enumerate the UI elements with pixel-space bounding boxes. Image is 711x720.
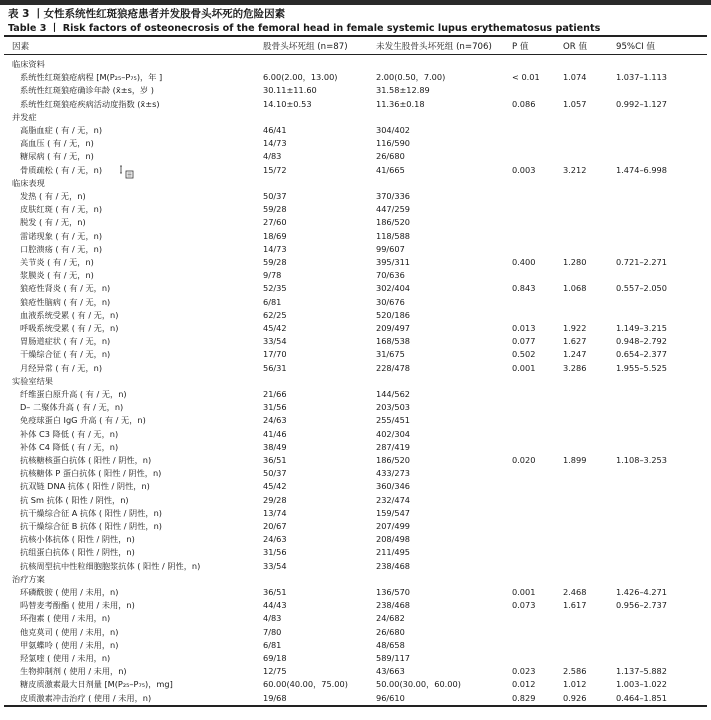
top-bar — [0, 0, 711, 5]
table-row — [0, 230, 711, 243]
table-caption-cn: 表 3 丨女性系统性红斑狼疮患者并发股骨头坏死的危险因素 — [8, 8, 286, 20]
cell-non-onfh: 136/570 — [376, 587, 411, 597]
cell-onfh: 36/51 — [263, 587, 287, 597]
cell-onfh: 7/80 — [263, 626, 282, 637]
table-caption-en: Table 3 丨 Risk factors of osteonecrosis of the femoral head in female systemic lupus erythematosus patients — [8, 23, 601, 34]
table-row — [0, 98, 711, 111]
table-bottom-rule — [4, 705, 707, 707]
cell-onfh: 13/74 — [263, 507, 287, 518]
table-row — [0, 652, 711, 665]
table-row — [0, 335, 711, 348]
table-row — [0, 71, 711, 84]
cell-non-onfh: 144/562 — [376, 389, 411, 399]
table-row — [0, 164, 711, 177]
cell-non-onfh: 232/474 — [376, 494, 411, 505]
cell-ci: 0.992–1.127 — [616, 98, 667, 109]
cell-factor: 雷诺现象 ( 有 / 无，n) — [20, 230, 103, 241]
cell-non-onfh: 99/607 — [376, 243, 405, 254]
table-row — [0, 533, 711, 546]
cell-factor: 血液系统受累 ( 有 / 无，n) — [20, 309, 119, 320]
table-row — [0, 203, 711, 216]
cell-ci: 1.037–1.113 — [616, 72, 667, 83]
cell-onfh: 31/56 — [263, 402, 287, 413]
cell-p: 0.013 — [512, 323, 536, 333]
cell-or: 1.617 — [563, 600, 587, 611]
cell-onfh: 6.00(2.00，13.00) — [263, 72, 338, 83]
cell-non-onfh: 304/402 — [376, 125, 411, 135]
cell-non-onfh: 238/468 — [376, 600, 411, 611]
cell-factor: 甲氨蝶呤 ( 使用 / 未用，n) — [20, 639, 119, 650]
cell-p: 0.003 — [512, 164, 536, 175]
cell-onfh: 19/68 — [263, 692, 287, 703]
section-label: 实验室结果 — [12, 375, 53, 386]
table-row — [0, 362, 711, 375]
cell-onfh: 15/72 — [263, 164, 287, 175]
cell-factor: 抗干燥综合征 A 抗体 ( 阳性 / 阴性，n) — [20, 507, 162, 518]
cell-or: 2.586 — [563, 666, 587, 677]
cell-onfh: 59/28 — [263, 257, 287, 267]
cell-onfh: 14/73 — [263, 138, 287, 149]
cell-ci: 1.108–3.253 — [616, 455, 667, 465]
table-row — [0, 612, 711, 625]
table-row — [0, 454, 711, 467]
cell-onfh: 33/54 — [263, 560, 287, 571]
section-row — [0, 177, 711, 190]
cell-p: 0.502 — [512, 349, 536, 360]
table-row — [0, 586, 711, 599]
cell-onfh: 12/75 — [263, 666, 287, 677]
section-label: 治疗方案 — [12, 573, 45, 584]
cell-onfh: 20/67 — [263, 521, 287, 531]
cell-or: 1.922 — [563, 323, 587, 333]
cell-factor: 糖皮质激素最大日剂量 [M(P₂₅–P₇₅)，mg] — [20, 679, 173, 690]
cell-onfh: 14.10±0.53 — [263, 98, 312, 109]
cell-non-onfh: 96/610 — [376, 692, 405, 703]
cell-factor: 皮质激素冲击治疗 ( 使用 / 未用，n) — [20, 692, 152, 703]
table-row — [0, 560, 711, 573]
cell-factor: 系统性红斑狼疮病程 [M(P₂₅–P₇₅)，年 ] — [20, 72, 163, 83]
table-row — [0, 309, 711, 322]
cell-onfh: 44/43 — [263, 600, 287, 611]
cell-non-onfh: 30/676 — [376, 296, 405, 307]
cell-onfh: 62/25 — [263, 309, 287, 320]
header-onfh-group: 股骨头坏死组 (n=87) — [263, 42, 348, 52]
cell-onfh: 33/54 — [263, 336, 287, 347]
cell-onfh: 69/18 — [263, 653, 287, 663]
cell-p: 0.073 — [512, 600, 536, 611]
cell-ci: 1.474–6.998 — [616, 164, 667, 175]
cell-onfh: 18/69 — [263, 230, 287, 241]
cell-non-onfh: 209/497 — [376, 323, 411, 333]
cell-ci: 0.948–2.792 — [616, 336, 667, 347]
cell-non-onfh: 168/538 — [376, 336, 411, 347]
table-row — [0, 546, 711, 559]
table-row — [0, 84, 711, 97]
cell-non-onfh: 31/675 — [376, 349, 405, 360]
cell-factor: 浆膜炎 ( 有 / 无，n) — [20, 270, 94, 281]
header-or-value: OR 值 — [563, 42, 588, 52]
cell-non-onfh: 228/478 — [376, 362, 411, 373]
cell-onfh: 36/51 — [263, 455, 287, 465]
cell-factor: 狼疮性肾炎 ( 有 / 无，n) — [20, 283, 111, 294]
cell-onfh: 56/31 — [263, 362, 287, 373]
cell-factor: 胃肠道症状 ( 有 / 无，n) — [20, 336, 111, 347]
cell-factor: 抗双链 DNA 抗体 ( 阳性 / 阴性，n) — [20, 481, 150, 492]
table-row — [0, 428, 711, 441]
header-p-value: P 值 — [512, 42, 529, 52]
cell-factor: 抗 Sm 抗体 ( 阳性 / 阴性，n) — [20, 494, 129, 505]
cell-factor: 月经异常 ( 有 / 无，n) — [20, 362, 103, 373]
cell-non-onfh: 255/451 — [376, 415, 411, 426]
cell-or: 1.280 — [563, 257, 587, 267]
cell-non-onfh: 2.00(0.50，7.00) — [376, 72, 446, 83]
cell-non-onfh: 211/495 — [376, 547, 411, 558]
cell-ci: 0.654–2.377 — [616, 349, 667, 360]
cell-p: < 0.01 — [512, 72, 540, 83]
table-row — [0, 507, 711, 520]
section-row — [0, 573, 711, 586]
table-row — [0, 322, 711, 335]
table-row — [0, 414, 711, 427]
section-label: 临床资料 — [12, 59, 45, 69]
cell-ci: 1.955–5.525 — [616, 362, 667, 373]
cell-or: 1.012 — [563, 679, 587, 690]
table-row — [0, 348, 711, 361]
table-row — [0, 296, 711, 309]
cell-ci: 1.003–1.022 — [616, 679, 667, 690]
cell-onfh: 14/73 — [263, 243, 287, 254]
header-95ci: 95%CI 值 — [616, 42, 655, 52]
cell-non-onfh: 24/682 — [376, 613, 405, 624]
cell-or: 3.286 — [563, 362, 587, 373]
cell-onfh: 45/42 — [263, 323, 287, 333]
cell-factor: 糖尿病 ( 有 / 无，n) — [20, 151, 94, 162]
header-factor: 因素 — [12, 42, 30, 52]
cell-factor: 口腔溃疡 ( 有 / 无，n) — [20, 243, 103, 254]
cell-factor: 抗核周型抗中性粒细胞胞浆抗体 ( 阳性 / 阴性，n) — [20, 560, 201, 571]
cell-onfh: 4/83 — [263, 151, 282, 162]
cell-onfh: 6/81 — [263, 296, 282, 307]
cell-onfh: 50/37 — [263, 468, 287, 479]
cell-onfh: 6/81 — [263, 639, 282, 650]
table-row — [0, 256, 711, 269]
cell-factor: 系统性红斑狼疮确诊年龄 (x̄±s，岁 ) — [20, 85, 155, 96]
table-row — [0, 243, 711, 256]
table-row — [0, 678, 711, 691]
cell-non-onfh: 159/547 — [376, 507, 411, 518]
cell-non-onfh: 302/404 — [376, 283, 411, 294]
table-row — [0, 150, 711, 163]
cell-ci: 1.426–4.271 — [616, 587, 667, 597]
cell-factor: 补体 C3 降低 ( 有 / 无，n) — [20, 428, 119, 439]
cell-p: 0.400 — [512, 257, 536, 267]
cell-non-onfh: 360/346 — [376, 481, 411, 492]
cell-non-onfh: 287/419 — [376, 441, 411, 452]
table-top-rule — [4, 35, 707, 37]
cell-non-onfh: 31.58±12.89 — [376, 85, 430, 96]
cell-non-onfh: 26/680 — [376, 151, 405, 162]
table-row — [0, 216, 711, 229]
table-row — [0, 626, 711, 639]
cell-ci: 0.557–2.050 — [616, 283, 667, 294]
cell-p: 0.829 — [512, 692, 536, 703]
cell-factor: 皮肤红斑 ( 有 / 无，n) — [20, 204, 103, 215]
cell-ci: 0.464–1.851 — [616, 692, 667, 703]
section-label: 并发症 — [12, 111, 37, 122]
cell-onfh: 30.11±11.60 — [263, 85, 317, 96]
cell-factor: 抗核糖核蛋白抗体 ( 阳性 / 阴性，n) — [20, 455, 152, 465]
cell-onfh: 52/35 — [263, 283, 287, 294]
cell-or: 3.212 — [563, 164, 587, 175]
table-row — [0, 639, 711, 652]
cell-ci: 1.149–3.215 — [616, 323, 667, 333]
cell-p: 0.843 — [512, 283, 536, 294]
cell-factor: 抗核小体抗体 ( 阳性 / 阴性，n) — [20, 534, 135, 545]
cell-factor: 补体 C4 降低 ( 有 / 无，n) — [20, 441, 119, 452]
cell-factor: 骨质疏松 ( 有 / 无，n) — [20, 164, 103, 175]
cell-onfh: 45/42 — [263, 481, 287, 492]
cell-non-onfh: 41/665 — [376, 164, 405, 175]
cell-factor: 生物抑制剂 ( 使用 / 未用，n) — [20, 666, 127, 677]
cell-or: 1.627 — [563, 336, 587, 347]
table-row — [0, 480, 711, 493]
cell-factor: 他克莫司 ( 使用 / 未用，n) — [20, 626, 119, 637]
table-row — [0, 467, 711, 480]
cell-onfh: 41/46 — [263, 428, 287, 439]
cell-factor: 高血压 ( 有 / 无，n) — [20, 138, 94, 149]
table-row — [0, 282, 711, 295]
cell-onfh: 46/41 — [263, 125, 287, 135]
cell-non-onfh: 70/636 — [376, 270, 405, 281]
table-header-rule — [4, 54, 707, 55]
cell-non-onfh: 238/468 — [376, 560, 411, 571]
cell-or: 1.068 — [563, 283, 587, 294]
cell-non-onfh: 186/520 — [376, 217, 411, 228]
cell-onfh: 38/49 — [263, 441, 287, 452]
table-row — [0, 520, 711, 533]
cell-factor: 关节炎 ( 有 / 无，n) — [20, 257, 94, 267]
text-cursor-icon — [120, 165, 134, 179]
cell-non-onfh: 370/336 — [376, 191, 411, 201]
cell-non-onfh: 50.00(30.00，60.00) — [376, 679, 461, 690]
cell-or: 1.074 — [563, 72, 587, 83]
cell-factor: 干燥综合征 ( 有 / 无，n) — [20, 349, 111, 360]
cell-factor: 抗组蛋白抗体 ( 阳性 / 阴性，n) — [20, 547, 135, 558]
cell-p: 0.023 — [512, 666, 536, 677]
table-row — [0, 388, 711, 401]
cell-non-onfh: 208/498 — [376, 534, 411, 545]
cell-or: 1.057 — [563, 98, 587, 109]
cell-onfh: 24/63 — [263, 415, 287, 426]
cell-non-onfh: 520/186 — [376, 309, 411, 320]
cell-p: 0.001 — [512, 362, 536, 373]
section-label: 临床表现 — [12, 177, 45, 188]
cell-onfh: 29/28 — [263, 494, 287, 505]
cell-factor: 呼吸系统受累 ( 有 / 无，n) — [20, 323, 119, 333]
cell-factor: 吗替麦考酚酯 ( 使用 / 未用，n) — [20, 600, 135, 611]
cell-factor: 纤维蛋白原升高 ( 有 / 无，n) — [20, 389, 127, 399]
table-row — [0, 137, 711, 150]
cell-non-onfh: 26/680 — [376, 626, 405, 637]
cell-factor: 高脂血症 ( 有 / 无，n) — [20, 125, 103, 135]
cell-onfh: 17/70 — [263, 349, 287, 360]
table-row — [0, 599, 711, 612]
cell-non-onfh: 447/259 — [376, 204, 411, 215]
cell-ci: 0.721–2.271 — [616, 257, 667, 267]
table-row — [0, 441, 711, 454]
cell-onfh: 21/66 — [263, 389, 287, 399]
cell-non-onfh: 11.36±0.18 — [376, 98, 425, 109]
cell-non-onfh: 116/590 — [376, 138, 411, 149]
cell-p: 0.020 — [512, 455, 536, 465]
cell-factor: 狼疮性脑病 ( 有 / 无，n) — [20, 296, 111, 307]
cell-factor: 环磷酰胺 ( 使用 / 未用，n) — [20, 587, 119, 597]
cell-factor: 抗干燥综合征 B 抗体 ( 阳性 / 阴性，n) — [20, 521, 163, 531]
cell-factor: 羟氯喹 ( 使用 / 未用，n) — [20, 653, 111, 663]
cell-non-onfh: 207/499 — [376, 521, 411, 531]
cell-factor: 环孢素 ( 使用 / 未用，n) — [20, 613, 111, 624]
cell-onfh: 9/78 — [263, 270, 282, 281]
cell-or: 1.247 — [563, 349, 587, 360]
cell-or: 1.899 — [563, 455, 587, 465]
table-row — [0, 494, 711, 507]
cell-or: 2.468 — [563, 587, 587, 597]
cell-p: 0.077 — [512, 336, 536, 347]
section-row — [0, 58, 711, 71]
table-row — [0, 665, 711, 678]
cell-or: 0.926 — [563, 692, 587, 703]
cell-non-onfh: 589/117 — [376, 653, 411, 663]
cell-factor: D– 二聚体升高 ( 有 / 无，n) — [20, 402, 124, 413]
table-row — [0, 692, 711, 705]
cell-non-onfh: 402/304 — [376, 428, 411, 439]
cell-onfh: 4/83 — [263, 613, 282, 624]
cell-factor: 脱发 ( 有 / 无，n) — [20, 217, 86, 228]
cell-ci: 0.956–2.737 — [616, 600, 667, 611]
cell-onfh: 59/28 — [263, 204, 287, 215]
cell-p: 0.086 — [512, 98, 536, 109]
cell-non-onfh: 48/658 — [376, 639, 405, 650]
table-row — [0, 124, 711, 137]
cell-onfh: 31/56 — [263, 547, 287, 558]
table-row — [0, 401, 711, 414]
cell-onfh: 24/63 — [263, 534, 287, 545]
table-row — [0, 269, 711, 282]
cell-factor: 发热 ( 有 / 无，n) — [20, 191, 86, 201]
cell-non-onfh: 43/663 — [376, 666, 405, 677]
cell-non-onfh: 186/520 — [376, 455, 411, 465]
table-row — [0, 190, 711, 203]
cell-ci: 1.137–5.882 — [616, 666, 667, 677]
section-row — [0, 111, 711, 124]
cell-p: 0.012 — [512, 679, 536, 690]
cell-onfh: 50/37 — [263, 191, 287, 201]
cell-non-onfh: 118/588 — [376, 230, 411, 241]
section-row — [0, 375, 711, 388]
header-non-onfh-group: 未发生股骨头坏死组 (n=706) — [376, 42, 492, 52]
cell-non-onfh: 433/273 — [376, 468, 411, 479]
cell-onfh: 27/60 — [263, 217, 287, 228]
cell-non-onfh: 395/311 — [376, 257, 411, 267]
cell-non-onfh: 203/503 — [376, 402, 411, 413]
cell-factor: 免疫球蛋白 IgG 升高 ( 有 / 无，n) — [20, 415, 146, 426]
cell-onfh: 60.00(40.00，75.00) — [263, 679, 348, 690]
cell-factor: 抗核糖体 P 蛋白抗体 ( 阳性 / 阴性，n) — [20, 468, 162, 479]
cell-factor: 系统性红斑狼疮疾病活动度指数 (x̄±s) — [20, 98, 160, 109]
cell-p: 0.001 — [512, 587, 536, 597]
